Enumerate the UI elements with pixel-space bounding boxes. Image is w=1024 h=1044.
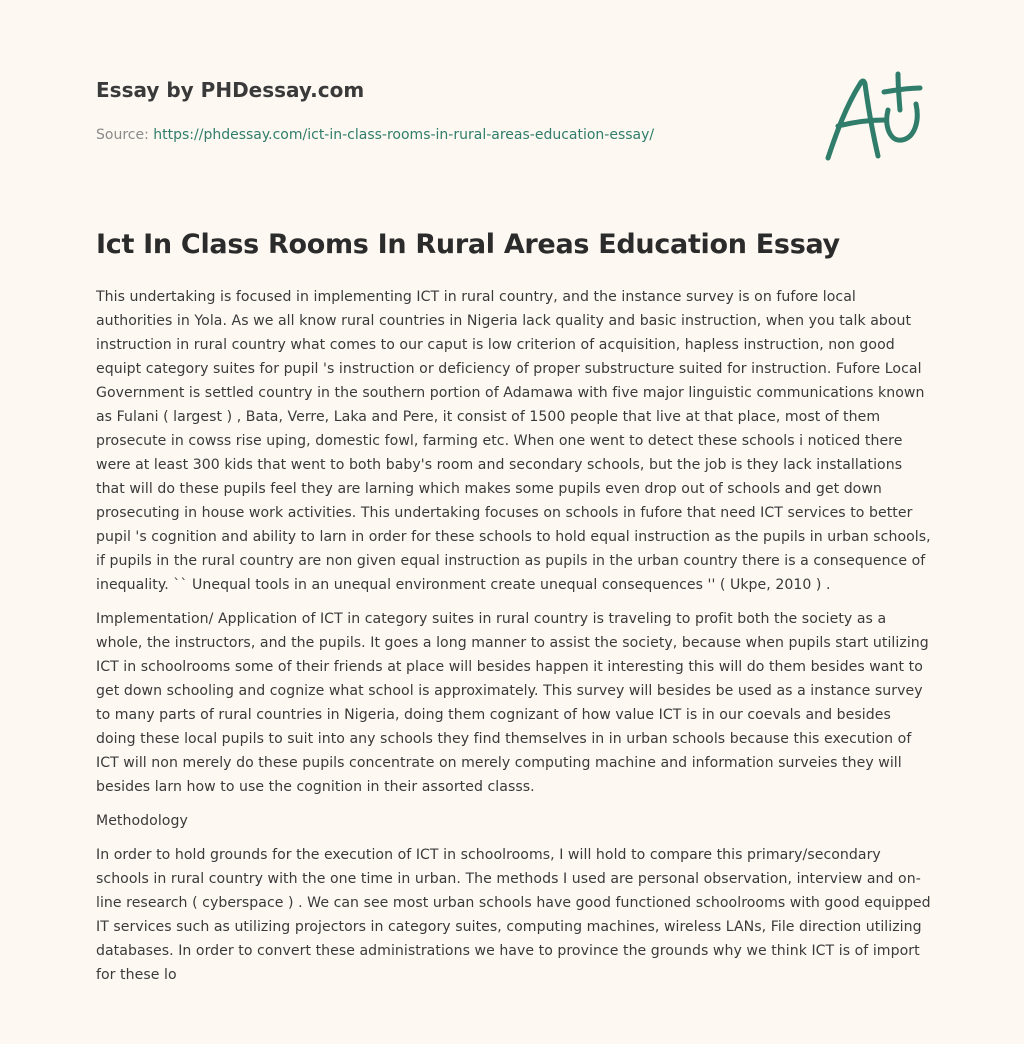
paragraph: Implementation/ Application of ICT in category suites in rural country is traveling to profit both the society as a whole, the instructors, and the pupils. It goes a long manner to assist the society, because when pupils start utilizing ICT in schoolrooms some of their friends at place will besides happen it interesting this will do them besides want to get down schooling and cognize what school is approximately. This survey will besides be used as a instance survey to many parts of rural countries in Nigeria, doing them cognizant of how value ICT is in our coevals and besides doing these local pupils to suit into any schools they find themselves in in urban schools because this execution of ICT will non merely do these pupils concentrate on merely computing machine and information surveies they will besides larn how to use the cognition in their assorted classs. <box>96 611 929 795</box>
page-header <box>96 76 796 143</box>
essay-title: Ict In Class Rooms In Rural Areas Education Essay <box>96 229 840 260</box>
source-line <box>96 125 654 145</box>
source-link[interactable]: https://phdessay.com/ict-in-class-rooms-in-rural-areas-education-essay/ <box>153 127 655 143</box>
paragraph: In order to hold grounds for the execution of ICT in schoolrooms, I will hold to compare this primary/secondary schools in rural country with the one time in urban. The methods I used are personal observation, interview and on-line research ( cyberspace ) . We can see most urban schools have good functioned schoolrooms with good equipped IT services such as utilizing projectors in category suites, computing machines, wireless LANs, File direction utilizing databases. In order to convert these administrations we have to province the grounds why we think ICT is of import for these lo <box>96 847 931 983</box>
essay-body <box>96 285 932 997</box>
a-plus-logo <box>820 64 930 164</box>
brand-title: Essay by PHDessay.com <box>96 78 365 102</box>
a-plus-logo-icon <box>820 64 930 164</box>
paragraph: This undertaking is focused in implementing ICT in rural country, and the instance survey is on fufore local authorities in Yola. As we all know rural countries in Nigeria lack quality and basic instruction, when you talk about instruction in rural country what comes to our caput is low criterion of acquisition, hapless instruction, non good equipt category suites for pupil 's instruction or deficiency of proper substructure suited for instruction. Fufore Local Government is settled country in the southern portion of Adamawa with five major linguistic communications known as Fulani ( largest ) , Bata, Verre, Laka and Pere, it consist of 1500 people that live at that place, most of them prosecute in cowss rise uping, domestic fowl, farming etc. When one went to detect these schools i noticed there were at least 300 kids that went to both baby's room and secondary schools, but the job is they lack installations that will do these pupils feel they are larning which makes some pupils even drop out of schools and get down prosecuting in house work activities. This undertaking focuses on schools in fufore that need ICT services to better pupil 's cognition and ability to larn in order for these schools to hold equal instruction as the pupils in urban schools, if pupils in the rural country are non given equal instruction as pupils in the urban country there is a consequence of inequality. `` Unequal tools in an unequal environment create unequal consequences '' ( Ukpe, 2010 ) . <box>96 289 931 593</box>
source-label: Source: <box>96 127 154 143</box>
section-heading-methodology: Methodology <box>96 813 188 829</box>
